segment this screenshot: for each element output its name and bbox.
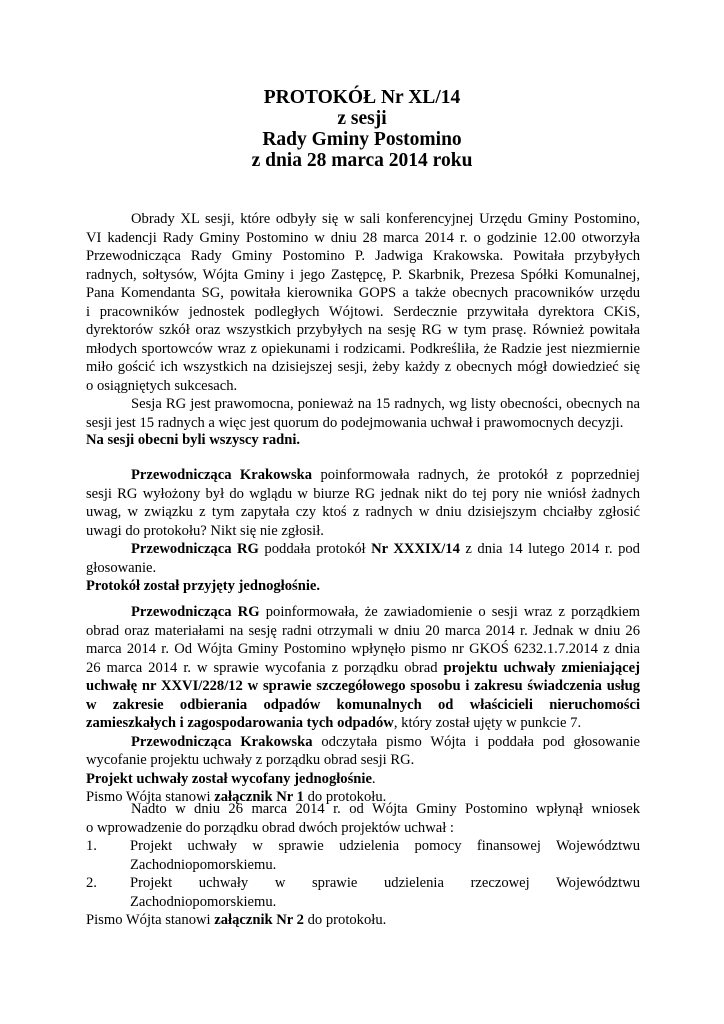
text-line: Obrady XL sesji, które odbyły się w sali konferencyjnej Urzędu Gminy Postomino, xyxy=(131,211,640,227)
list-item xyxy=(86,837,640,856)
text-line: uwag, w związku z tym zapytała czy ktoś z radnych w dniu dzisiejszym chciałby zgłosić xyxy=(86,504,640,520)
text-line xyxy=(86,540,640,559)
text-line: dyrektorów szkół oraz wszystkich przybyłych na sesję RG w tym prasę. Również powitała xyxy=(86,322,640,338)
text-line: wycofanie projektu uchwały z porządku obrad sesji RG. xyxy=(86,752,415,768)
text-line xyxy=(86,714,640,733)
bold-text: Nr XXXIX/14 xyxy=(371,541,460,557)
inline-text: do protokołu. xyxy=(303,912,387,928)
text-line xyxy=(86,733,640,752)
list-item-text: Projekt uchwały w sprawie udzielenia rzeczowej Województwu xyxy=(130,875,640,891)
bold-text: Przewodnicząca Krakowska xyxy=(131,467,313,483)
text-line xyxy=(86,770,640,789)
text-line: w zakresie odbierania odpadów komunalnych od właścicieli nieruchomości xyxy=(86,696,640,713)
text-line: Sesja RG jest prawomocna, ponieważ na 15 radnych, wg listy obecności, obecnych na xyxy=(131,396,640,412)
text-line: Zachodniopomorskiemu. xyxy=(130,893,277,910)
text-line: o wprowadzenie do porządku obrad dwóch projektów uchwał : xyxy=(86,819,454,836)
paragraph-agenda-change xyxy=(86,603,640,807)
text-line: uwagi do protokołu? Nikt się nie zgłosił. xyxy=(86,522,324,539)
paragraph-previous-protocol xyxy=(86,466,640,596)
inline-text: Pismo Wójta stanowi xyxy=(86,912,215,928)
bold-text: zamieszkałych i zagospodarowania tych odpadów xyxy=(86,715,394,731)
text-line xyxy=(86,603,640,622)
text-line: marca 2014 r. Od Wójta Gminy Postomino wpłynęło pismo nr GKOŚ 6232.1.7.2014 z dnia xyxy=(86,641,640,657)
inline-text: poinformowała radnych, że protokół z poprzedniej xyxy=(312,467,640,483)
list-number: 2. xyxy=(86,875,97,891)
text-line: uchwałę nr XXVI/228/12 w sprawie szczegółowego sposobu i zakresu świadczenia usług xyxy=(86,678,640,694)
attendance-note xyxy=(86,431,640,450)
text-line xyxy=(86,659,640,678)
bold-text: projektu uchwały zmieniającej xyxy=(443,659,640,676)
text-line: VI kadencji Rady Gminy Postomino w dniu 28 marca 2014 r. o godzinie 12.00 otworzyła xyxy=(86,229,640,246)
list-number: 1. xyxy=(86,838,97,854)
text-line: Nadto w dniu 26 marca 2014 r. od Wójta Gminy Postomino wpłynął wniosek xyxy=(131,801,640,817)
bold-text: Przewodnicząca RG xyxy=(131,604,260,620)
text-line: Przewodnicząca Rady Gminy Postomino P. Jadwiga Krakowska. Powitała przybyłych xyxy=(86,248,640,264)
bold-text: Przewodnicząca RG xyxy=(131,541,259,557)
text-line: sesji jest 15 radnych a więc jest quorum do podejmowania uchwał i prawomocnych decyzji. xyxy=(86,414,624,431)
text-line: Pana Komendanta SG, powitała kierownika GOPS a także obecnych pracowników urzędu xyxy=(86,285,640,301)
inline-text: 26 marca 2014 r. w sprawie wycofania z porządku obrad xyxy=(86,659,444,676)
text-line: młodych sportowców wraz z opiekunami i rodzicami. Podkreśliła, że Radzie jest niezmiernie xyxy=(86,340,640,357)
bold-text: załącznik Nr 2 xyxy=(214,912,304,928)
inline-text: Pismo Wójta stanowi xyxy=(86,789,215,805)
bold-text: załącznik Nr 1 xyxy=(214,789,304,805)
paragraph-opening xyxy=(86,210,640,432)
bold-text: Przewodnicząca Krakowska xyxy=(131,733,313,750)
text-line: Zachodniopomorskiemu. xyxy=(130,856,277,873)
text-line: o osiągniętych sukcesach. xyxy=(86,377,238,394)
text-line: Protokół został przyjęty jednogłośnie. xyxy=(86,578,321,594)
title-line-4: z dnia 28 marca 2014 roku xyxy=(251,150,473,171)
title-line-3: Rady Gminy Postomino xyxy=(262,129,462,150)
bold-text: Projekt uchwały został wycofany jednogłośnie xyxy=(86,770,372,787)
text-line: radnych, sołtysów, Wójta Gminy i jego Zastępcę, P. Skarbnik, Prezesa Spółki Komunalnej, xyxy=(86,266,640,283)
text-line xyxy=(86,911,640,930)
inline-text: poddała protokół xyxy=(258,541,372,557)
text-line xyxy=(86,466,640,485)
inline-text: z dnia 14 lutego 2014 r. pod xyxy=(459,541,640,557)
text-line: miło gościć ich wszystkich na dzisiejszej sesji, żeby każdy z obecnych mógł dowiedzieć się xyxy=(86,359,640,375)
title-line-2: z sesji xyxy=(337,108,387,129)
document-title xyxy=(0,87,724,171)
inline-text: do protokołu. xyxy=(303,789,387,805)
text-line: sesji RG wyłożony był do wglądu w biurze RG jednak nikt do tej pory nie wniósł żadnych xyxy=(86,485,640,502)
inline-text: odczytała pismo Wójta i poddała pod głosowanie xyxy=(312,733,640,750)
title-line-1: PROTOKÓŁ Nr XL/14 xyxy=(263,87,461,108)
list-item xyxy=(86,874,640,893)
text-line: głosowanie. xyxy=(86,559,157,576)
inline-text: , który został ujęty w punkcie 7. xyxy=(393,715,582,731)
paragraph-new-resolutions xyxy=(86,800,640,930)
inline-text: poinformowała, że zawiadomienie o sesji wraz z porządkiem xyxy=(259,604,640,620)
text-line: Na sesji obecni byli wszyscy radni. xyxy=(86,432,301,448)
text-line: i pracowników jednostek podległych Wójtowi. Serdecznie przywitała dyrektora CKiS, xyxy=(86,303,640,320)
text-line: obrad oraz materiałami na sesję radni otrzymali w dniu 20 marca 2014 r. Jednak w dniu 26 xyxy=(86,622,640,639)
inline-text: . xyxy=(371,770,376,787)
list-item-text: Projekt uchwały w sprawie udzielenia pomocy finansowej Województwu xyxy=(130,838,640,854)
